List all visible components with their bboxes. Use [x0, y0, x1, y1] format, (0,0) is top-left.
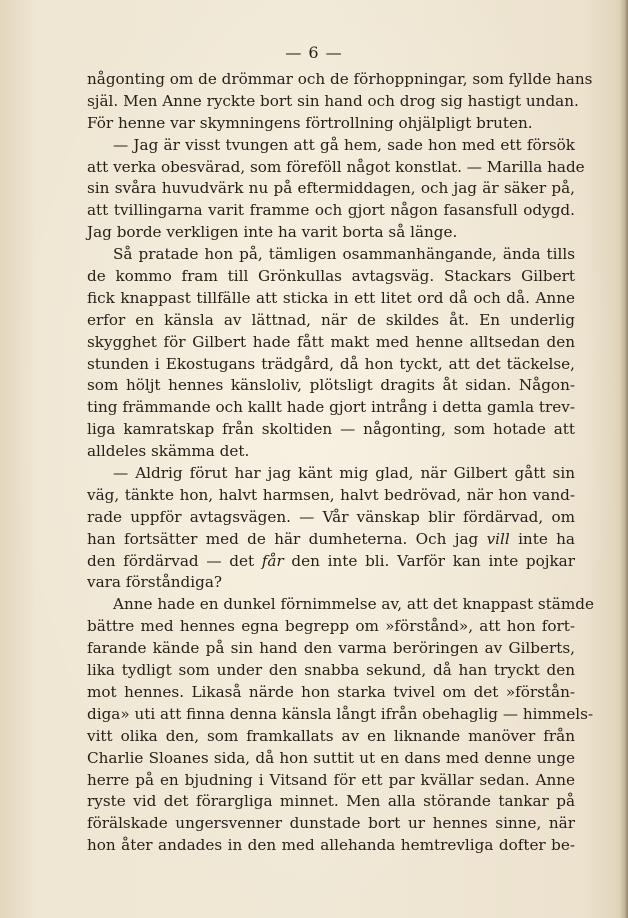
text-line: att verka obesvärad, som föreföll något konstlat. — Marilla hade	[87, 157, 585, 176]
text-line: Jag borde verkligen inte ha varit borta så länge.	[87, 223, 458, 242]
text-segment: den inte bli. Varför kan inte pojkar	[283, 551, 575, 570]
emphasized-word: får	[261, 551, 284, 570]
text-line: — Aldrig förut har jag känt mig glad, när Gilbert gått sin	[113, 464, 575, 483]
text-line: erfor en känsla av lättnad, när de skildes åt. En underlig	[87, 310, 575, 329]
text-line: Anne hade en dunkel förnimmelse av, att det knappast stämde	[113, 595, 594, 614]
text-segment: inte ha	[509, 529, 575, 548]
text-line: farande kände på sin hand den varma beröringen av Gilberts,	[87, 639, 575, 658]
text-segment: han fortsätter med de här dumheterna. Och jag	[87, 529, 487, 548]
page-number: — 6 —	[285, 43, 343, 62]
page-edge-shadow	[619, 0, 628, 918]
text-line: För henne var skymningens förtrollning ohjälpligt bruten.	[87, 113, 533, 132]
text-line: vitt olika den, som framkallats av en liknande manöver från	[87, 726, 575, 745]
emphasized-word: vill	[486, 529, 510, 548]
text-line: vara förståndiga?	[87, 573, 223, 592]
text-line: — Jag är visst tvungen att gå hem, sade hon med ett försök	[113, 135, 575, 154]
text-line: bättre med hennes egna begrepp om »förstånd», att hon fort-	[87, 617, 575, 636]
text-line: Så pratade hon på, tämligen osammanhängande, ända tills	[113, 245, 575, 264]
text-line: rade uppför avtagsvägen. — Vår vänskap blir fördärvad, om	[87, 507, 575, 526]
text-line: någonting om de drömmar och de förhoppningar, som fyllde hans	[87, 70, 593, 88]
text-line: lika tydligt som under den snabba sekund, då han tryckt den	[87, 661, 575, 680]
body-text	[87, 69, 594, 857]
text-line: diga» uti att finna denna känsla långt ifrån obehaglig — himmels-	[87, 704, 594, 723]
text-line: väg, tänkte hon, halvt harmsen, halvt bedrövad, när hon vand-	[87, 485, 575, 504]
text-line: Charlie Sloanes sida, då hon suttit ut en dans med denne unge	[87, 748, 575, 767]
text-line	[87, 529, 575, 551]
text-line: som höljt hennes känsloliv, plötsligt dragits åt sidan. Någon-	[87, 376, 575, 395]
text-line: själ. Men Anne ryckte bort sin hand och drog sig hastigt undan.	[87, 91, 579, 110]
text-line: förälskade ungersvenner dunstade bort ur hennes sinne, när	[87, 814, 575, 833]
text-line: mot hennes. Likaså närde hon starka tvivel om det »förstån-	[87, 682, 575, 701]
text-line: att tvillingarna varit framme och gjort någon fasansfull odygd.	[87, 201, 575, 220]
text-line: hon åter andades in den med allehanda hemtrevliga dofter be-	[87, 836, 575, 855]
text-segment: den fördärvad — det	[87, 551, 262, 570]
text-line: ting främmande och kallt hade gjort intrång i detta gamla trev-	[87, 398, 575, 417]
text-line: herre på en bjudning i Vitsand för ett par kvällar sedan. Anne	[87, 770, 575, 789]
text-line: alldeles skämma det.	[87, 442, 250, 461]
text-line: liga kamratskap från skoltiden — någonting, som hotade att	[87, 420, 575, 439]
text-line: de kommo fram till Grönkullas avtagsväg. Stackars Gilbert	[87, 267, 575, 286]
text-line: sin svåra huvudvärk nu på eftermiddagen, och jag är säker på,	[87, 179, 575, 198]
text-line: skygghet för Gilbert hade fått makt med henne alltsedan den	[87, 332, 575, 351]
text-line	[87, 551, 575, 573]
text-line: ryste vid det förargliga minnet. Men alla störande tankar på	[87, 792, 575, 811]
text-line: stunden i Ekostugans trädgård, då hon tyckt, att det täckelse,	[87, 354, 575, 373]
text-line: fick knappast tillfälle att sticka in ett litet ord då och då. Anne	[87, 288, 575, 307]
